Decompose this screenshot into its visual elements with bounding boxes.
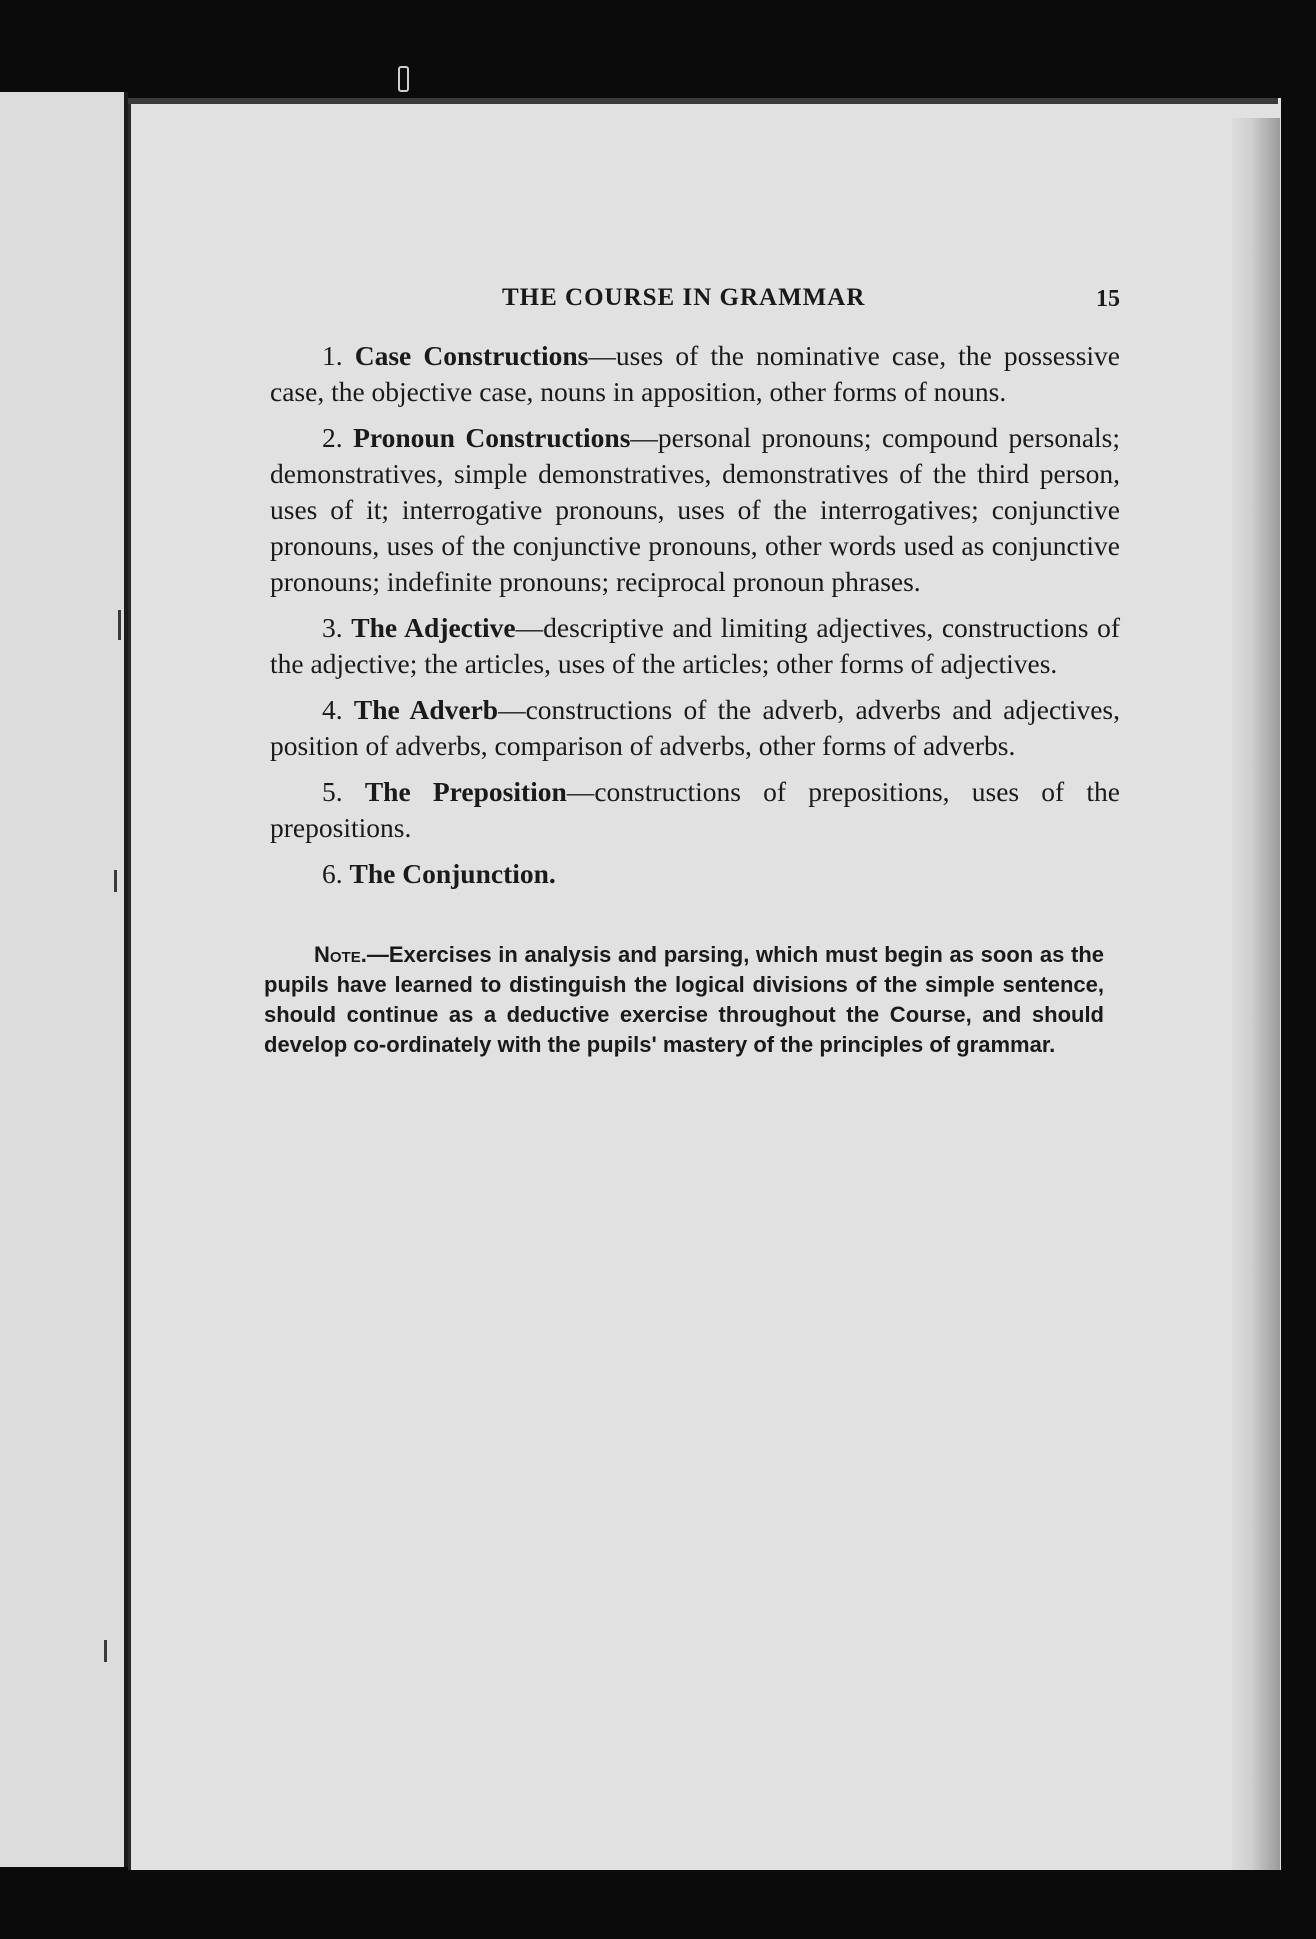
gutter-mark [104,1640,107,1662]
running-head [270,276,1120,320]
scan-speck [398,66,409,92]
item-lead: The Preposition [364,776,567,807]
page-number: 15 [1096,286,1120,312]
topic-item [270,420,1120,600]
item-lead: The Conjunction. [349,858,556,889]
item-lead: The Adverb [353,694,499,725]
item-lead: Pronoun Constructions [353,422,631,453]
page-edge-shadow [1232,118,1280,1870]
item-lead: The Adjective [351,612,516,643]
topic-item [270,774,1120,846]
gutter-mark [118,610,121,640]
page-content [264,276,1121,1082]
item-text: —personal pronouns; compound personals; demonstratives, simple demonstratives, demonstratives of the third person, uses of it; interrogative pronouns, uses of the interrogatives; conjunctive pronouns, uses of the conjunctive pronouns, other words used as conjunctive pronouns; indefinite pronouns; reciprocal pronoun phrases. [270,422,1121,597]
running-title: THE COURSE IN GRAMMAR [502,284,866,311]
topic-item [270,338,1120,410]
item-number: 4. [322,694,343,725]
item-number: 6. [322,858,343,889]
item-text: —uses of the nominative case, the possessive case, the objective case, nouns in apposition, other forms of nouns. [270,340,1120,407]
note-label: Note. [314,942,367,967]
item-number: 2. [322,422,343,453]
page-top-edge [128,98,1278,104]
item-lead: Case Constructions [354,340,589,371]
topic-item [270,610,1120,682]
item-text: —constructions of prepositions, uses of the prepositions. [270,776,1121,843]
topic-item [270,692,1120,764]
topic-item [270,856,1120,892]
footnote [264,940,1104,1060]
item-number: 3. [322,612,343,643]
note-text: —Exercises in analysis and parsing, which must begin as soon as the pupils have learned to distinguish the logical divisions of the simple sentence, should continue as a deductive exercise throughout the Course, and should develop co-ordinately with the pupils' mastery of the principles of grammar. [264,942,1104,1057]
item-text: —constructions of the adverb, adverbs and adjectives, position of adverbs, comparison of adverbs, other forms of adverbs. [270,694,1121,761]
item-text: —descriptive and limiting adjectives, constructions of the adjective; the articles, uses of the articles; other forms of adjectives. [270,612,1121,679]
gutter-mark [114,870,117,892]
item-number: 1. [322,340,343,371]
facing-page-edge [0,92,128,1867]
item-number: 5. [322,776,343,807]
